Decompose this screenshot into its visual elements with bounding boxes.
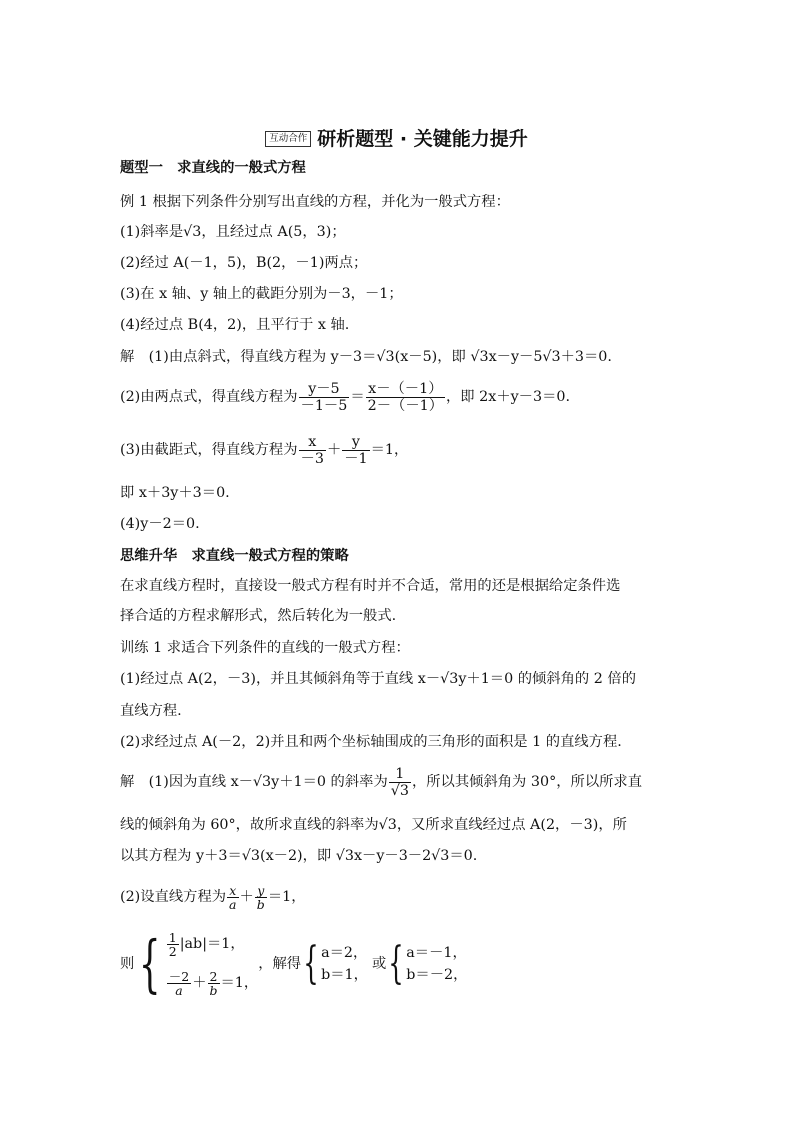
left-brace: { [303, 938, 319, 989]
fraction: $\frac{1}{√3}$ [390, 765, 409, 799]
solution-3: (3)由截距式，得直线方程为 $\frac{x}{-3}$ ＋ $\frac{y}{-1}$ ＝1， [120, 433, 409, 467]
strategy-line1: 在求直线方程时，直接设一般式方程有时并不合适，常用的还是根据给定条件选 [120, 578, 621, 594]
fraction: $\frac{x-(-1)}{2-(-1)}$ [367, 380, 444, 414]
fraction: $\frac{x}{a}$ [229, 882, 237, 912]
training1-q1b: 直线方程. [120, 703, 182, 719]
training1-solution1a: 解 (1)因为直线 x－√3y＋1＝0 的斜率为 $\frac{1}{√3}$ ，所以其倾斜角为 30°，所以所求直 [120, 765, 643, 799]
solution-system-a: a＝2， b＝1， [321, 945, 368, 983]
equation-system-block: 则{ $\frac{1}{2}$ |ab|＝1， $\frac{-2}{a}$ ＋ $\frac{2}{b}$ ＝1， ，解得{ a＝2， b＝1， 或{ a＝－1， b＝－2， [120, 925, 467, 1003]
training1-q2: (2)求经过点 A(－2，2)并且和两个坐标轴围成的三角形的面积是 1 的直线方程. [120, 734, 622, 750]
left-brace: { [388, 938, 404, 989]
example1-cond1: (1)斜率是√3，且经过点 A(5，3)； [120, 224, 346, 240]
strategy-title: 思维升华 求直线一般式方程的策略 [120, 548, 349, 564]
solution-1: 解 (1)由点斜式，得直线方程为 y－3＝√3(x－5)，即 √3x－y－5√3＋3＝0. [120, 349, 612, 365]
fraction: $\frac{2}{b}$ [209, 968, 218, 998]
example1-intro: 例 1 根据下列条件分别写出直线的方程，并化为一般式方程： [120, 194, 510, 210]
type1-title: 题型一 求直线的一般式方程 [120, 160, 306, 176]
training1-solution2: (2)设直线方程为 $\frac{x}{a}$ ＋ $\frac{y}{b}$ ＝1， [120, 882, 306, 912]
fraction: $\frac{1}{2}$ [168, 929, 177, 959]
training1-intro: 训练 1 求适合下列条件的直线的一般式方程： [120, 640, 410, 656]
example1-cond4: (4)经过点 B(4，2)，且平行于 x 轴. [120, 317, 350, 333]
section-header [0, 124, 793, 151]
solution-4: (4)y－2＝0. [120, 516, 200, 532]
fraction: $\frac{-2}{a}$ [168, 968, 190, 998]
strategy-line2: 择合适的方程求解形式，然后转化为一般式. [120, 608, 397, 624]
fraction: $\frac{y}{-1}$ [344, 433, 368, 467]
fraction: $\frac{y}{b}$ [256, 882, 265, 912]
solution-system-b: a＝－1， b＝－2， [406, 945, 468, 983]
equation-system: $\frac{1}{2}$ |ab|＝1， $\frac{-2}{a}$ ＋ $\frac{2}{b}$ ＝1， [168, 929, 259, 998]
solution-3b: 即 x＋3y＋3＝0. [120, 485, 230, 501]
example1-cond2: (2)经过 A(－1，5)，B(2，－1)两点； [120, 255, 368, 271]
fraction: $\frac{x}{-3}$ [300, 433, 324, 467]
training1-solution1b: 线的倾斜角为 60°，故所求直线的斜率为√3，又所求直线经过点 A(2，－3)，所 [120, 817, 627, 833]
section-title: 研析题型 · 关键能力提升 [317, 128, 528, 150]
example1-cond3: (3)在 x 轴、y 轴上的截距分别为－3，－1； [120, 286, 403, 302]
training1-q1a: (1)经过点 A(2，－3)，并且其倾斜角等于直线 x－√3y＋1＝0 的倾斜角的 2 倍的 [120, 671, 636, 687]
training1-solution1c: 以其方程为 y＋3＝√3(x－2)，即 √3x－y－3－2√3＝0. [120, 848, 478, 864]
fraction: $\frac{y-5}{-1-5}$ [300, 380, 348, 414]
solution-2: (2)由两点式，得直线方程为 $\frac{y-5}{-1-5}$ ＝ $\frac{x-(-1)}{2-(-1)}$ ，即 2x＋y－3＝0. [120, 380, 571, 414]
left-brace: { [139, 927, 161, 1000]
section-tag: 互动合作 [265, 131, 311, 147]
